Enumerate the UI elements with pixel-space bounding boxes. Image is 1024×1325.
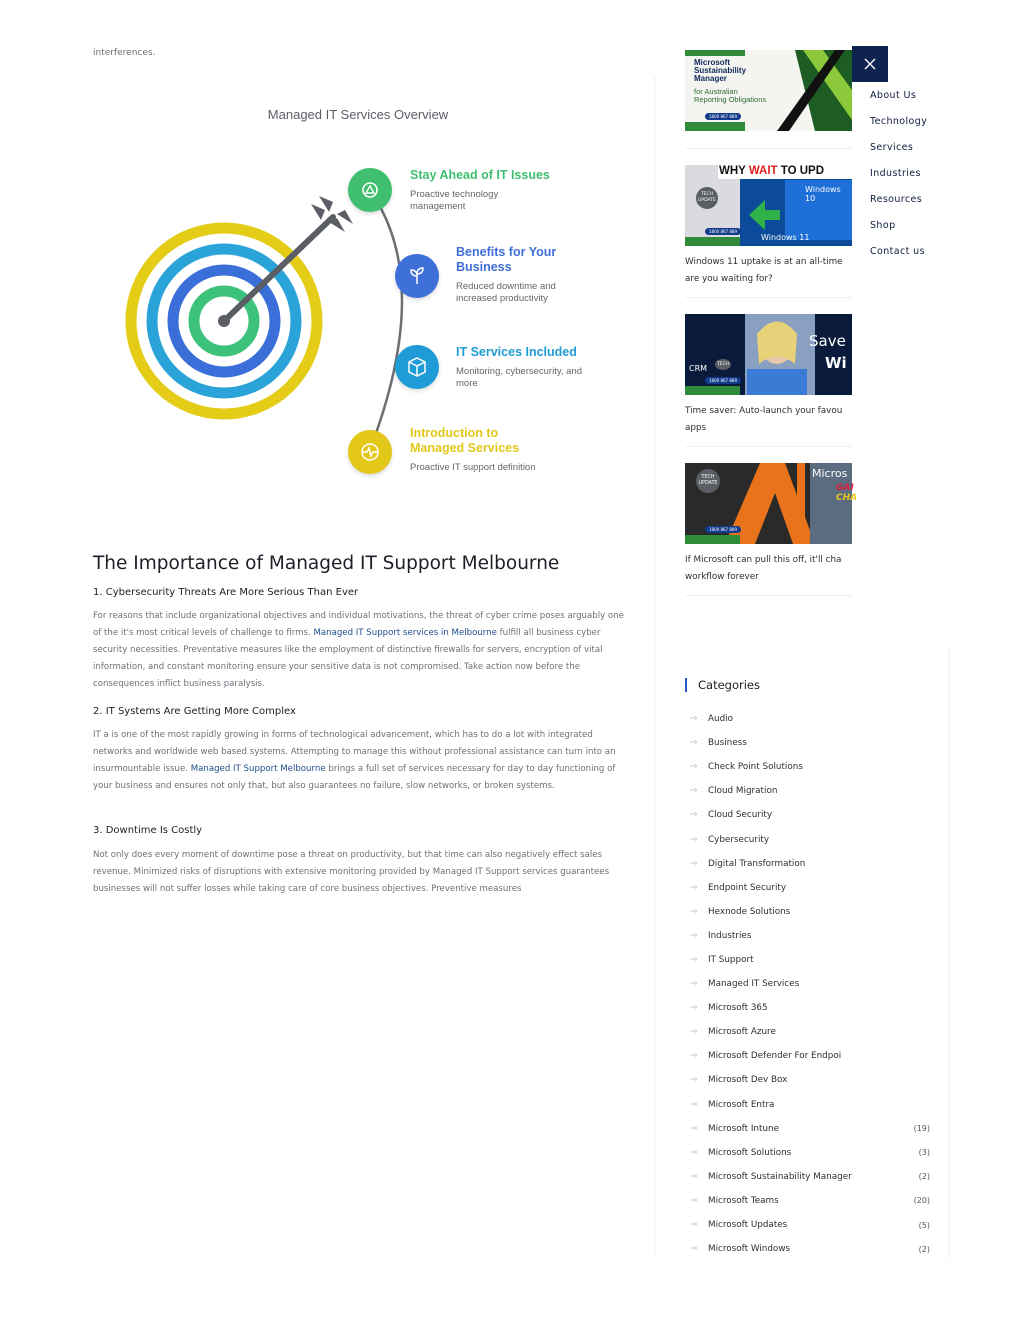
cube-icon bbox=[395, 345, 439, 389]
gear-alert-icon bbox=[348, 168, 392, 212]
post-caption-line[interactable]: Time saver: Auto-launch your favou bbox=[685, 406, 843, 416]
paragraph-text: IT a is one of the most rapidly growing in forms of technological advancement, which has to do a lot with integrated networks and worldwide web based systems. Attempting to manage this without professional assistance can turn into an insurmountable issue. bbox=[93, 730, 616, 774]
category-item[interactable] bbox=[690, 1093, 930, 1117]
post-caption[interactable] bbox=[685, 403, 852, 437]
post-divider bbox=[685, 297, 852, 298]
category-item[interactable] bbox=[690, 972, 930, 996]
managed-it-support-link[interactable]: Managed IT Support services in Melbourne bbox=[313, 628, 497, 638]
thumb-headline: TO UPD bbox=[777, 165, 825, 177]
post-divider bbox=[685, 148, 852, 149]
arrow-right-icon: ⇒ bbox=[690, 930, 698, 941]
category-name[interactable]: Microsoft Windows bbox=[708, 1244, 791, 1255]
step-stay-ahead bbox=[410, 168, 610, 213]
section-paragraph bbox=[93, 727, 633, 795]
category-name[interactable]: Microsoft 365 bbox=[708, 1003, 768, 1014]
arrow-right-icon: ⇒ bbox=[690, 1051, 698, 1062]
arrow-right-icon: ⇒ bbox=[690, 1171, 698, 1182]
recent-post[interactable] bbox=[685, 463, 858, 586]
thumb-text: CRM bbox=[689, 364, 708, 373]
step-desc: Reduced downtime and increased productivity bbox=[456, 281, 556, 304]
badge-text: TECH bbox=[700, 192, 714, 197]
step-desc: Proactive technology management bbox=[410, 189, 499, 212]
infographic-title: Managed IT Services Overview bbox=[267, 107, 449, 122]
post-divider bbox=[685, 446, 852, 447]
arrow-right-icon: ⇒ bbox=[690, 1220, 698, 1231]
category-item[interactable] bbox=[690, 876, 930, 900]
article-heading: The Importance of Managed IT Support Melbourne bbox=[93, 553, 560, 574]
arrow-right-icon: ⇒ bbox=[690, 1244, 698, 1255]
arrow-right-icon: ⇒ bbox=[690, 906, 698, 917]
post-caption-line[interactable]: are you waiting for? bbox=[685, 274, 773, 284]
category-item[interactable] bbox=[690, 1237, 930, 1261]
categories-list bbox=[690, 707, 930, 1261]
category-name[interactable]: Hexnode Solutions bbox=[708, 906, 791, 917]
category-item[interactable] bbox=[690, 1165, 930, 1189]
category-name[interactable]: IT Support bbox=[708, 954, 754, 965]
category-name[interactable]: Check Point Solutions bbox=[708, 762, 803, 773]
thumb-text: Reporting Obligations bbox=[694, 95, 767, 104]
arrow-right-icon: ⇒ bbox=[690, 954, 698, 965]
arrow-right-icon: ⇒ bbox=[690, 882, 698, 893]
thumb-text: Windows 10 bbox=[805, 185, 841, 203]
category-item[interactable] bbox=[690, 1189, 930, 1213]
menu-item-industries[interactable]: Industries bbox=[870, 167, 921, 179]
arrow-right-icon: ⇒ bbox=[690, 738, 698, 749]
badge-text: TECH bbox=[701, 475, 715, 480]
badge-text: UPDATE bbox=[698, 481, 718, 486]
category-name[interactable]: Endpoint Security bbox=[708, 882, 787, 893]
post-thumbnail[interactable] bbox=[685, 463, 858, 544]
plant-icon bbox=[395, 254, 439, 298]
category-item[interactable] bbox=[690, 852, 930, 876]
arrow-right-icon: ⇒ bbox=[690, 1027, 698, 1038]
thumb-phone: 1800 867 889 bbox=[705, 377, 741, 384]
category-item[interactable] bbox=[690, 707, 930, 731]
thumb-phone: 1800 867 889 bbox=[705, 113, 741, 120]
step-title: Stay Ahead of IT Issues bbox=[410, 168, 550, 182]
badge-text: UPDATE bbox=[698, 198, 716, 203]
post-thumbnail[interactable] bbox=[685, 165, 852, 246]
category-count: (19) bbox=[913, 1124, 930, 1134]
category-name[interactable]: Cybersecurity bbox=[708, 834, 770, 845]
category-item[interactable] bbox=[690, 948, 930, 972]
thumb-text: for Australian bbox=[694, 87, 738, 96]
category-count: (5) bbox=[918, 1220, 930, 1230]
menu-item-services[interactable]: Services bbox=[870, 141, 914, 153]
step-desc: Monitoring, cybersecurity, and more bbox=[456, 366, 583, 389]
category-name[interactable]: Microsoft Defender For Endpoi bbox=[708, 1051, 842, 1062]
category-name[interactable]: Microsoft Entra bbox=[708, 1099, 775, 1110]
thumb-headline: WHY bbox=[719, 165, 749, 177]
thumb-phone: 1800 867 889 bbox=[705, 228, 741, 235]
arrow-right-icon: ⇒ bbox=[690, 1123, 698, 1134]
category-item[interactable] bbox=[690, 1020, 930, 1044]
category-name[interactable]: Microsoft Teams bbox=[708, 1195, 779, 1206]
category-count: (3) bbox=[918, 1148, 930, 1158]
arrow-right-icon: ⇒ bbox=[690, 1195, 698, 1206]
arrow-right-icon: ⇒ bbox=[690, 834, 698, 845]
recent-post[interactable] bbox=[685, 50, 852, 131]
step-desc: Proactive IT support definition bbox=[410, 462, 536, 473]
recent-post[interactable] bbox=[685, 165, 852, 288]
menu-item-about-us[interactable]: About Us bbox=[870, 89, 917, 101]
tech-update-badge bbox=[696, 187, 718, 209]
arrow-right-icon: ⇒ bbox=[690, 714, 698, 725]
category-name[interactable]: Industries bbox=[708, 930, 752, 941]
managed-it-support-link[interactable]: Managed IT Support Melbourne bbox=[190, 764, 326, 774]
thumb-text: TECH bbox=[715, 359, 731, 370]
step-title: Introduction to Managed Services bbox=[410, 426, 520, 455]
section-title: 2. IT Systems Are Getting More Complex bbox=[93, 706, 296, 717]
close-icon[interactable] bbox=[863, 57, 877, 71]
category-item[interactable] bbox=[690, 924, 930, 948]
close-menu-button[interactable] bbox=[852, 46, 888, 82]
thumb-text: CHA bbox=[836, 493, 858, 503]
tech-update-badge bbox=[696, 469, 720, 493]
category-item[interactable] bbox=[690, 779, 930, 803]
article-top-text: interferences. bbox=[93, 48, 156, 58]
thumb-text: Windows 11 bbox=[761, 233, 810, 242]
post-caption-line[interactable]: workflow forever bbox=[685, 572, 759, 582]
category-item[interactable] bbox=[690, 1068, 930, 1092]
category-item[interactable] bbox=[690, 1141, 930, 1165]
thumb-text: Wi bbox=[825, 354, 847, 372]
arrow-right-icon: ⇒ bbox=[690, 762, 698, 773]
category-name[interactable]: Cloud Security bbox=[708, 810, 773, 821]
category-name[interactable]: Microsoft Updates bbox=[708, 1220, 788, 1231]
category-item[interactable] bbox=[690, 1117, 930, 1141]
pulse-icon bbox=[348, 430, 392, 474]
category-name[interactable]: Cloud Migration bbox=[708, 786, 778, 797]
arrow-right-icon: ⇒ bbox=[690, 810, 698, 821]
section-title: 3. Downtime Is Costly bbox=[93, 825, 203, 836]
thumb-phone: 1800 867 889 bbox=[705, 526, 741, 533]
paragraph-text: For reasons that include organizational objectives and individual motivations, the threat of cyber crime poses arguably one of the it's most critical levels of challenge to firms. bbox=[93, 611, 624, 638]
category-name[interactable]: Microsoft Intune bbox=[708, 1123, 780, 1134]
category-item[interactable] bbox=[690, 803, 930, 827]
category-name[interactable]: Microsoft Solutions bbox=[708, 1147, 792, 1158]
step-title: IT Services Included bbox=[456, 345, 577, 359]
category-item[interactable] bbox=[690, 1044, 930, 1068]
category-count: (2) bbox=[918, 1244, 930, 1254]
category-item[interactable] bbox=[690, 1213, 930, 1237]
post-caption[interactable] bbox=[685, 552, 852, 586]
arrow-right-icon: ⇒ bbox=[690, 786, 698, 797]
menu-item-technology[interactable]: Technology bbox=[870, 115, 928, 127]
step-benefits bbox=[456, 245, 656, 305]
section-paragraph bbox=[93, 847, 633, 898]
thumb-text: Manager bbox=[694, 74, 727, 83]
category-count: (20) bbox=[913, 1196, 930, 1206]
thumb-headline: WAIT bbox=[748, 165, 778, 177]
arrow-right-icon: ⇒ bbox=[690, 1147, 698, 1158]
category-name[interactable]: Microsoft Dev Box bbox=[708, 1075, 788, 1086]
thumb-text: Micros bbox=[812, 467, 848, 480]
post-divider bbox=[685, 595, 852, 596]
category-count: (2) bbox=[918, 1172, 930, 1182]
category-item[interactable] bbox=[690, 827, 930, 851]
post-caption-line[interactable]: If Microsoft can pull this off, it'll cha bbox=[685, 555, 842, 565]
post-caption-line[interactable]: Windows 11 uptake is at an all-time bbox=[685, 257, 843, 267]
step-introduction bbox=[410, 426, 610, 474]
categories-heading: Categories bbox=[685, 678, 760, 692]
post-thumbnail[interactable] bbox=[685, 50, 852, 131]
thumb-text: Save bbox=[809, 332, 846, 350]
paragraph-text: brings a full set of services necessary for day to day functioning of your business and ensures not only that, but also guarantees no failure, slow networks, or broken systems. bbox=[93, 764, 616, 791]
section-paragraph bbox=[93, 608, 633, 693]
menu-item-shop[interactable]: Shop bbox=[870, 219, 896, 231]
post-caption-line[interactable]: apps bbox=[685, 423, 707, 433]
paragraph-text: Not only does every moment of downtime pose a threat on productivity, but that time can also negatively effect sales revenue. Minimized risks of disruptions with extensive monitoring provided by Managed IT Support services guarantees businesses will not suffer losses while taking care of core business objectives. Preventive measures bbox=[93, 850, 610, 894]
arrow-right-icon: ⇒ bbox=[690, 1075, 698, 1086]
arrow-right-icon: ⇒ bbox=[690, 979, 698, 990]
category-name[interactable]: Managed IT Services bbox=[708, 979, 800, 990]
category-item[interactable] bbox=[690, 900, 930, 924]
step-services-included bbox=[456, 345, 656, 390]
arrow-right-icon: ⇒ bbox=[690, 1099, 698, 1110]
category-item[interactable] bbox=[690, 755, 930, 779]
category-name[interactable]: Digital Transformation bbox=[708, 858, 806, 869]
thumb-text: Sustainability bbox=[694, 66, 747, 75]
post-caption[interactable] bbox=[685, 254, 852, 288]
arrow-right-icon: ⇒ bbox=[690, 1003, 698, 1014]
category-name[interactable]: Microsoft Azure bbox=[708, 1027, 776, 1038]
category-name[interactable]: Audio bbox=[708, 714, 734, 725]
category-item[interactable] bbox=[690, 996, 930, 1020]
paragraph-text: fulfill all business cyber security necessities. Preventative measures like the employment of distinctive firewalls for servers, encryption of vital information, and constant monitoring ensure your sensitive data is not compromised. Take action now before the consequences inflict business paralysis. bbox=[93, 628, 603, 689]
menu-item-resources[interactable]: Resources bbox=[870, 193, 923, 205]
thumb-text: Microsoft bbox=[694, 58, 730, 67]
arrow-right-icon: ⇒ bbox=[690, 858, 698, 869]
category-name[interactable]: Microsoft Sustainability Manager bbox=[708, 1171, 852, 1182]
category-item[interactable] bbox=[690, 731, 930, 755]
section-title: 1. Cybersecurity Threats Are More Serious Than Ever bbox=[93, 587, 359, 598]
thumb-text: GAI bbox=[836, 483, 854, 493]
post-thumbnail[interactable] bbox=[685, 314, 852, 395]
infographic bbox=[93, 92, 633, 502]
recent-post[interactable] bbox=[685, 314, 852, 437]
menu-item-contact-us[interactable]: Contact us bbox=[870, 245, 925, 257]
overlay-menu bbox=[870, 82, 927, 264]
step-title: Benefits for Your Business bbox=[456, 245, 557, 274]
category-name[interactable]: Business bbox=[708, 738, 747, 749]
